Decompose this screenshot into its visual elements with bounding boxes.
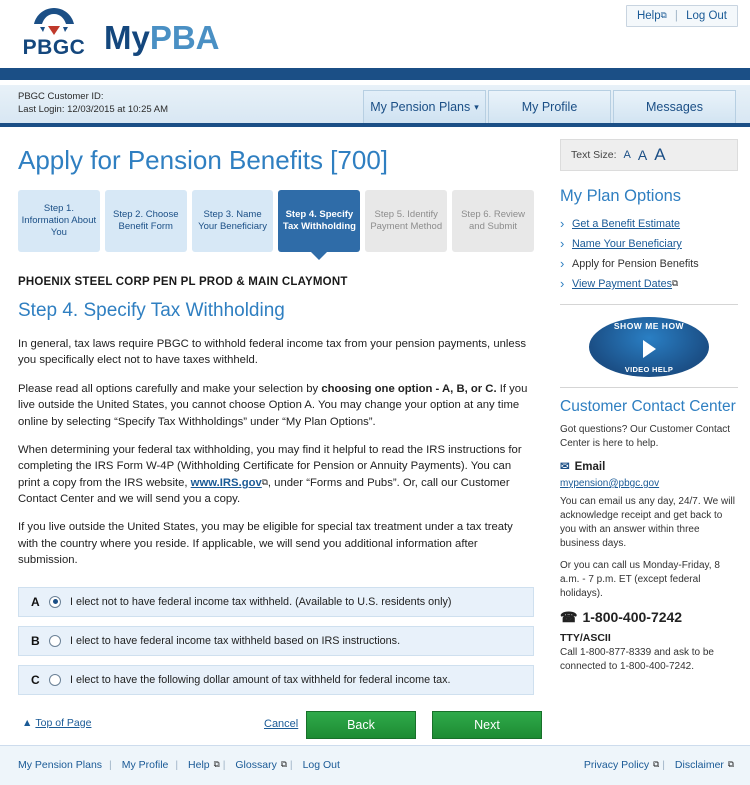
tab-messages[interactable]	[613, 90, 736, 123]
text-size-label: Text Size:	[571, 149, 617, 161]
footer-sep-5: |	[662, 759, 665, 771]
text-size-small[interactable]: A	[623, 149, 631, 161]
plan-option-payment-dates[interactable]	[560, 274, 738, 294]
footer-privacy-external-icon: ⧉	[653, 759, 660, 769]
customer-info	[18, 91, 168, 117]
last-login-line: Last Login: 12/03/2015 at 10:25 AM	[18, 103, 169, 115]
plan-name: PHOENIX STEEL CORP PEN PL PROD & MAIN CLAYMONT	[18, 276, 348, 288]
plan-option-apply-benefits	[560, 254, 738, 274]
footer-sep-4: |	[289, 759, 293, 771]
play-icon	[643, 340, 656, 358]
plan-options-title: My Plan Options	[560, 187, 682, 205]
form-actions	[18, 711, 534, 741]
phone-number: 1-800-400-7242	[582, 608, 683, 625]
text-size-control	[560, 139, 738, 171]
envelope-icon: ✉	[560, 460, 570, 473]
plan-option-apply-benefits-label: Apply for Pension Benefits	[572, 258, 699, 270]
step-heading: Step 4. Specify Tax Withholding	[18, 300, 285, 321]
logout-link[interactable]: Log Out	[686, 10, 727, 22]
footer-disclaimer-external-icon: ⧉	[727, 759, 734, 769]
header-link-separator: |	[674, 10, 678, 22]
page-body	[0, 127, 750, 765]
phone-icon: ☎	[560, 608, 578, 625]
paragraph-2-emphasis: choosing one option - A, B, or C.	[321, 382, 497, 395]
step-2-choose-benefit-form[interactable]	[105, 190, 187, 252]
paragraph-2	[18, 381, 534, 430]
irs-gov-link[interactable]: www.IRS.gov	[190, 476, 262, 489]
app-title-pba: PBA	[149, 19, 220, 56]
footer-glossary-external-icon: ⧉	[280, 759, 287, 769]
email-address-link[interactable]: mypension@pbgc.gov	[560, 477, 660, 489]
app-title	[104, 21, 220, 58]
pbgc-shield-icon	[18, 6, 90, 36]
header-blue-bar	[0, 68, 750, 80]
contact-intro: Got questions? Our Customer Contact Center is here to help.	[560, 423, 731, 449]
payment-dates-external-icon: ⧉	[672, 278, 679, 288]
option-a-label: I elect not to have federal income tax withheld. (Available to U.S. residents only)	[70, 595, 452, 608]
footer-link-my-profile[interactable]: My Profile	[121, 759, 169, 771]
step-5-label: Step 5. Identify Payment Method	[370, 209, 443, 232]
phone-row	[560, 609, 738, 626]
option-c-radio[interactable]	[49, 674, 61, 686]
back-button-label: Back	[347, 717, 375, 732]
option-b-letter: B	[31, 633, 40, 648]
top-of-page-link[interactable]	[22, 717, 91, 729]
plan-option-name-beneficiary[interactable]	[560, 234, 738, 254]
site-header	[0, 0, 750, 68]
footer-link-privacy-policy[interactable]: Privacy Policy	[583, 759, 650, 771]
option-c-label: I elect to have the following dollar amount of tax withheld for federal income tax.	[70, 673, 451, 686]
footer-sep-3: |	[222, 759, 226, 771]
app-title-my: My	[104, 19, 150, 56]
tab-my-pension-plans-label: My Pension Plans	[370, 100, 471, 114]
step-6-label: Step 6. Review and Submit	[461, 209, 525, 232]
tab-my-profile-label: My Profile	[521, 100, 578, 114]
step-3-name-your-beneficiary[interactable]	[192, 190, 274, 252]
sidebar-divider-1	[560, 304, 738, 305]
tab-my-pension-plans[interactable]	[363, 90, 486, 123]
option-b-row[interactable]	[18, 626, 534, 656]
tty-note: Call 1-800-877-8339 and ask to be connected to 1-800-400-7242.	[560, 646, 714, 672]
text-size-medium[interactable]: A	[637, 147, 648, 163]
footer-sep-2: |	[175, 759, 179, 771]
main-content	[0, 127, 552, 741]
paragraph-2-text-cont: If you live outside the United States, you cannot choose Option A. You may change your option at any time online by selecting “Specify Tax Withholdings” under “My Plan Options”.	[18, 382, 528, 428]
help-external-icon: ⧉	[660, 10, 667, 20]
withholding-options	[18, 587, 534, 695]
footer-link-disclaimer[interactable]: Disclaimer	[674, 759, 724, 771]
next-button[interactable]	[432, 711, 542, 739]
step-1-information-about-you[interactable]	[18, 190, 100, 252]
footer-link-glossary[interactable]: Glossary	[235, 759, 277, 771]
brand-logo[interactable]	[18, 6, 220, 58]
next-button-label: Next	[474, 717, 500, 732]
customer-id-line: PBGC Customer ID:	[18, 91, 104, 102]
footer-help-external-icon: ⧉	[213, 759, 220, 769]
step-3-label: Step 3. Name Your Beneficiary	[198, 209, 267, 232]
paragraph-4: If you live outside the United States, you may be eligible for special tax treatment under a tax treaty with the country where you reside. If applicable, we will send you additional information after submission.	[18, 521, 513, 567]
option-c-letter: C	[31, 672, 40, 687]
email-heading	[560, 459, 738, 473]
footer-left-links	[18, 759, 344, 771]
tab-my-profile[interactable]	[488, 90, 611, 123]
step-4-specify-tax-withholding[interactable]	[278, 190, 360, 252]
video-help-oval	[589, 317, 709, 377]
cancel-link[interactable]: Cancel	[264, 717, 299, 730]
header-utility-links	[626, 5, 738, 27]
caret-up-icon: ▲	[22, 716, 33, 729]
plan-option-name-beneficiary-link[interactable]: Name Your Beneficiary	[572, 238, 682, 250]
tty-label: TTY/ASCII	[560, 631, 611, 644]
pbgc-wordmark: PBGC	[22, 36, 86, 59]
paragraph-2-text: Please read all options carefully and make your selection by	[18, 382, 322, 395]
option-b-label: I elect to have federal income tax withheld based on IRS instructions.	[70, 634, 401, 647]
step-5-identify-payment-method	[365, 190, 447, 252]
video-help-badge[interactable]	[560, 317, 738, 377]
footer-right-links	[584, 759, 734, 771]
plan-option-benefit-estimate[interactable]	[560, 214, 738, 234]
sidebar-divider-2	[560, 387, 738, 388]
plan-option-payment-dates-link[interactable]: View Payment Dates	[572, 278, 673, 290]
hours-note: Or you can call us Monday-Friday, 8 a.m. - 7 p.m. ET (except federal holidays).	[560, 559, 720, 599]
site-footer	[0, 745, 750, 785]
chevron-down-icon: ▾	[474, 101, 479, 112]
irs-link-external-icon: ⧉	[261, 476, 268, 487]
option-c-row[interactable]	[18, 665, 534, 695]
top-of-page-label: Top of Page	[35, 716, 92, 729]
paragraph-3	[18, 442, 534, 508]
primary-tabs	[363, 90, 736, 123]
step-1-label: Step 1. Information About You	[21, 203, 97, 238]
video-help-bottom-text: VIDEO HELP	[624, 365, 674, 374]
option-b-radio[interactable]	[49, 635, 61, 647]
tab-messages-label: Messages	[646, 100, 703, 114]
footer-link-my-pension-plans[interactable]: My Pension Plans	[18, 759, 103, 771]
option-a-letter: A	[31, 594, 40, 609]
paragraph-1: In general, tax laws require PBGC to withhold federal income tax from your pension payments, unless you specifically elect not to have taxes withheld.	[18, 338, 526, 367]
help-link[interactable]: Help	[636, 10, 661, 22]
option-a-radio[interactable]	[49, 596, 61, 608]
contact-center-title: Customer Contact Center	[560, 398, 736, 415]
email-label: Email	[574, 460, 606, 473]
step-2-label: Step 2. Choose Benefit Form	[112, 209, 179, 232]
video-help-top-text: SHOW ME HOW	[613, 321, 685, 331]
option-a-row[interactable]	[18, 587, 534, 617]
footer-link-help[interactable]: Help	[188, 759, 210, 771]
plan-options-list	[560, 214, 738, 294]
paragraph-3-text-cont: , under “Forms and Pubs”. Or, call our Customer Contact Center and we will send you a copy.	[18, 476, 510, 505]
text-size-large[interactable]: A	[654, 145, 666, 164]
footer-link-log-out[interactable]: Log Out	[302, 759, 340, 771]
paragraph-3-text: When determining your federal tax withholding, you may find it helpful to read the IRS instructions for completing the IRS Form W-4P (Withholding Certificate for Pension or Annuity Payments). You can print a copy from the IRS website,	[18, 443, 522, 489]
pbgc-logo	[18, 6, 90, 58]
plan-option-benefit-estimate-link[interactable]: Get a Benefit Estimate	[572, 218, 681, 230]
email-note: You can email us any day, 24/7. We will acknowledge receipt and get back to you with an answer within three business days.	[560, 495, 735, 549]
back-button[interactable]	[306, 711, 416, 739]
step-6-review-and-submit	[452, 190, 534, 252]
page-title: Apply for Pension Benefits [700]	[18, 145, 389, 175]
customer-bar	[0, 85, 750, 127]
sidebar	[560, 139, 738, 682]
step-wizard	[18, 190, 534, 252]
step-4-label: Step 4. Specify Tax Withholding	[282, 209, 356, 232]
footer-sep-1: |	[109, 759, 112, 771]
